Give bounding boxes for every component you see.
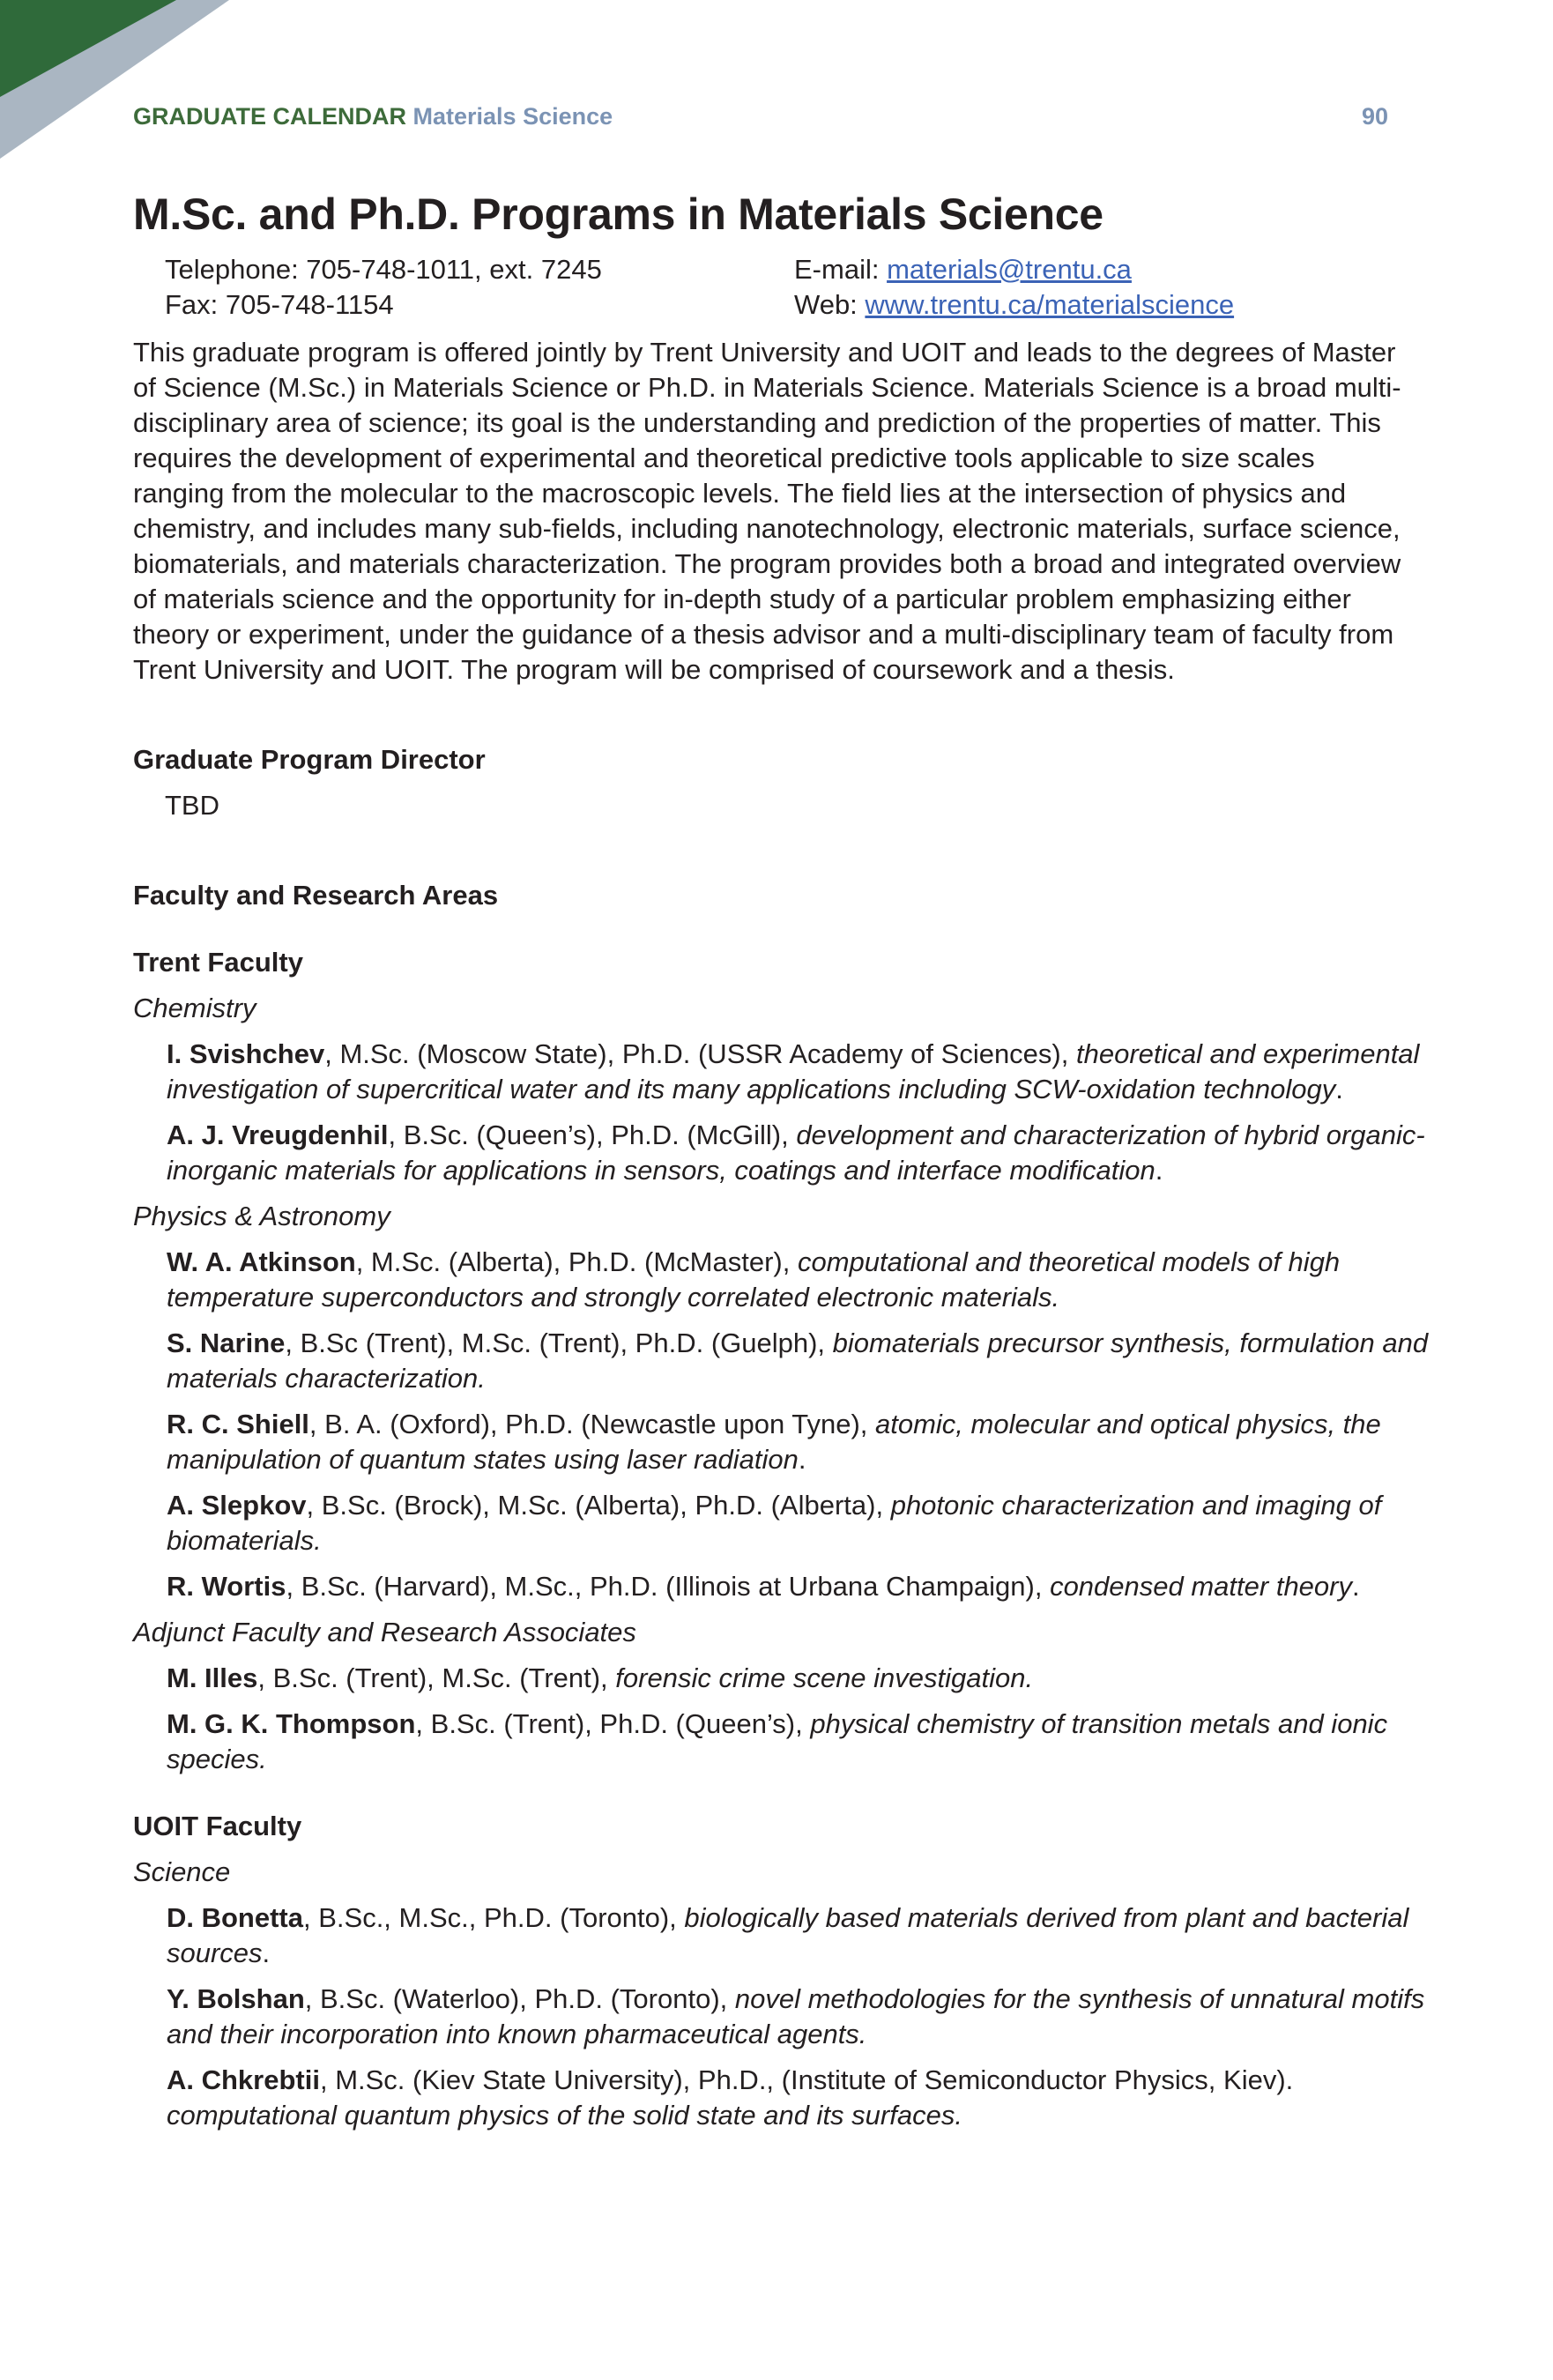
- faculty-entry: [167, 1900, 1436, 1971]
- page-title: M.Sc. and Ph.D. Programs in Materials Science: [133, 190, 1103, 239]
- faculty-entry: [167, 1569, 1436, 1604]
- research-area: novel methodologies for the synthesis of unnatural motifs and their incorporation into known pharmaceutical agents.: [167, 1983, 1425, 2049]
- faculty-entry: [167, 1326, 1436, 1396]
- contact-phone-fax: [165, 252, 602, 323]
- research-area: computational and theoretical models of high temperature superconductors and strongly correlated electronic materials.: [167, 1246, 1341, 1313]
- page-content: [133, 183, 1438, 2133]
- faculty-credentials: , B.Sc. (Trent), M.Sc. (Trent),: [257, 1662, 616, 1693]
- entry-end: .: [262, 1937, 271, 1968]
- header-subject: Materials Science: [412, 103, 613, 130]
- research-area: forensic crime scene investigation.: [615, 1662, 1034, 1693]
- faculty-credentials: , M.Sc. (Moscow State), Ph.D. (USSR Academy of Sciences),: [324, 1038, 1076, 1069]
- faculty-name: A. Slepkov: [167, 1490, 307, 1521]
- faculty-credentials: , B.Sc. (Harvard), M.Sc., Ph.D. (Illinois at Urbana Champaign),: [286, 1571, 1051, 1602]
- faculty-name: S. Narine: [167, 1328, 286, 1358]
- page-number: 90: [1361, 103, 1388, 130]
- faculty-name: W. A. Atkinson: [167, 1246, 356, 1277]
- dept-physics-astronomy: Physics & Astronomy: [133, 1201, 390, 1231]
- entry-end: .: [1155, 1155, 1163, 1186]
- faculty-entry: [167, 1245, 1436, 1315]
- research-area: development and characterization of hybrid organic-inorganic materials for applications in sensors, coatings and interface modification: [167, 1119, 1425, 1186]
- faculty-entry: [167, 1661, 1436, 1696]
- trent-faculty-heading: Trent Faculty: [133, 947, 303, 978]
- entry-end: .: [1352, 1571, 1360, 1602]
- faculty-credentials: , B.Sc. (Waterloo), Ph.D. (Toronto),: [304, 1983, 735, 2014]
- dept-science: Science: [133, 1856, 231, 1887]
- faculty-credentials: , B.Sc. (Brock), M.Sc. (Alberta), Ph.D. (Alberta),: [306, 1490, 891, 1521]
- research-area: biomaterials precursor synthesis, formulation and materials characterization.: [167, 1328, 1429, 1394]
- faculty-entry: [167, 1407, 1436, 1477]
- faculty-entry: [167, 1037, 1436, 1107]
- faculty-credentials: , M.Sc. (Kiev State University), Ph.D., (Institute of Semiconductor Physics, Kiev).: [319, 2064, 1294, 2095]
- faculty-name: R. Wortis: [167, 1571, 286, 1602]
- faculty-entry: [167, 1707, 1436, 1777]
- web-link[interactable]: www.trentu.ca/materialscience: [865, 289, 1235, 320]
- dept-chemistry: Chemistry: [133, 993, 256, 1023]
- faculty-name: A. Chkrebtii: [167, 2064, 320, 2095]
- research-area: photonic characterization and imaging of biomaterials.: [167, 1490, 1382, 1556]
- email-label: E-mail:: [794, 254, 888, 285]
- contact-online: [794, 252, 1234, 323]
- corner-decoration: [0, 0, 264, 159]
- faculty-name: I. Svishchev: [167, 1038, 325, 1069]
- faculty-name: M. G. K. Thompson: [167, 1708, 416, 1739]
- uoit-faculty-heading: UOIT Faculty: [133, 1811, 302, 1841]
- research-area: condensed matter theory: [1050, 1571, 1352, 1602]
- faculty-entry: [167, 1118, 1436, 1188]
- entry-end: .: [798, 1444, 806, 1475]
- faculty-credentials: , B. A. (Oxford), Ph.D. (Newcastle upon Tyne),: [308, 1409, 875, 1439]
- faculty-name: A. J. Vreugdenhil: [167, 1119, 389, 1150]
- faculty-entry: [167, 1488, 1436, 1558]
- faculty-entry: [167, 2063, 1436, 2133]
- entry-end: .: [1335, 1074, 1343, 1104]
- contact-block: [165, 252, 1438, 328]
- faculty-credentials: , B.Sc (Trent), M.Sc. (Trent), Ph.D. (Guelph),: [285, 1328, 833, 1358]
- program-description: This graduate program is offered jointly by Trent University and UOIT and leads to the degrees of Master of Science (M.Sc.) in Materials Science or Ph.D. in Materials Science. Materials Science is a broad multi-disciplinary area of science; its goal is the understanding and prediction of the properties of matter. This requires the development of experimental and theoretical predictive tools applicable to size scales ranging from the molecular to the macroscopic levels. The field lies at the intersection of physics and chemistry, and includes many sub-fields, including nanotechnology, electronic materials, surface science, biomaterials, and materials characterization. The program provides both a broad and integrated overview of materials science and the opportunity for in-depth study of a particular problem emphasizing either theory or experiment, under the guidance of a thesis advisor and a multi-disciplinary team of faculty from Trent University and UOIT. The program will be comprised of coursework and a thesis.: [133, 337, 1401, 685]
- faculty-name: R. C. Shiell: [167, 1409, 309, 1439]
- research-area: computational quantum physics of the solid state and its surfaces.: [167, 2100, 962, 2131]
- email-line: [794, 252, 1234, 287]
- director-value: TBD: [165, 790, 219, 821]
- faculty-credentials: , B.Sc. (Queen’s), Ph.D. (McGill),: [388, 1119, 797, 1150]
- director-heading: Graduate Program Director: [133, 744, 486, 775]
- faculty-name: Y. Bolshan: [167, 1983, 305, 2014]
- faculty-entry: [167, 1982, 1436, 2052]
- telephone: Telephone: 705-748-1011, ext. 7245: [165, 254, 602, 285]
- fax: Fax: 705-748-1154: [165, 289, 394, 320]
- faculty-credentials: , M.Sc. (Alberta), Ph.D. (McMaster),: [355, 1246, 798, 1277]
- dept-adjunct: Adjunct Faculty and Research Associates: [133, 1617, 636, 1647]
- faculty-credentials: , B.Sc. (Trent), Ph.D. (Queen’s),: [415, 1708, 811, 1739]
- header-calendar: GRADUATE CALENDAR: [133, 103, 406, 130]
- web-line: [794, 287, 1234, 323]
- faculty-credentials: , B.Sc., M.Sc., Ph.D. (Toronto),: [303, 1902, 685, 1933]
- research-area: physical chemistry of transition metals and ionic species.: [167, 1708, 1388, 1774]
- faculty-name: M. Illes: [167, 1662, 258, 1693]
- email-link[interactable]: materials@trentu.ca: [887, 254, 1132, 285]
- faculty-name: D. Bonetta: [167, 1902, 303, 1933]
- faculty-heading: Faculty and Research Areas: [133, 880, 499, 911]
- research-area: theoretical and experimental investigation of supercritical water and its many applications including SCW-oxidation technology: [167, 1038, 1420, 1104]
- running-header: [133, 99, 1388, 134]
- research-area: atomic, molecular and optical physics, the manipulation of quantum states using laser radiation: [167, 1409, 1381, 1475]
- research-area: biologically based materials derived from plant and bacterial sources: [167, 1902, 1409, 1968]
- web-label: Web:: [794, 289, 866, 320]
